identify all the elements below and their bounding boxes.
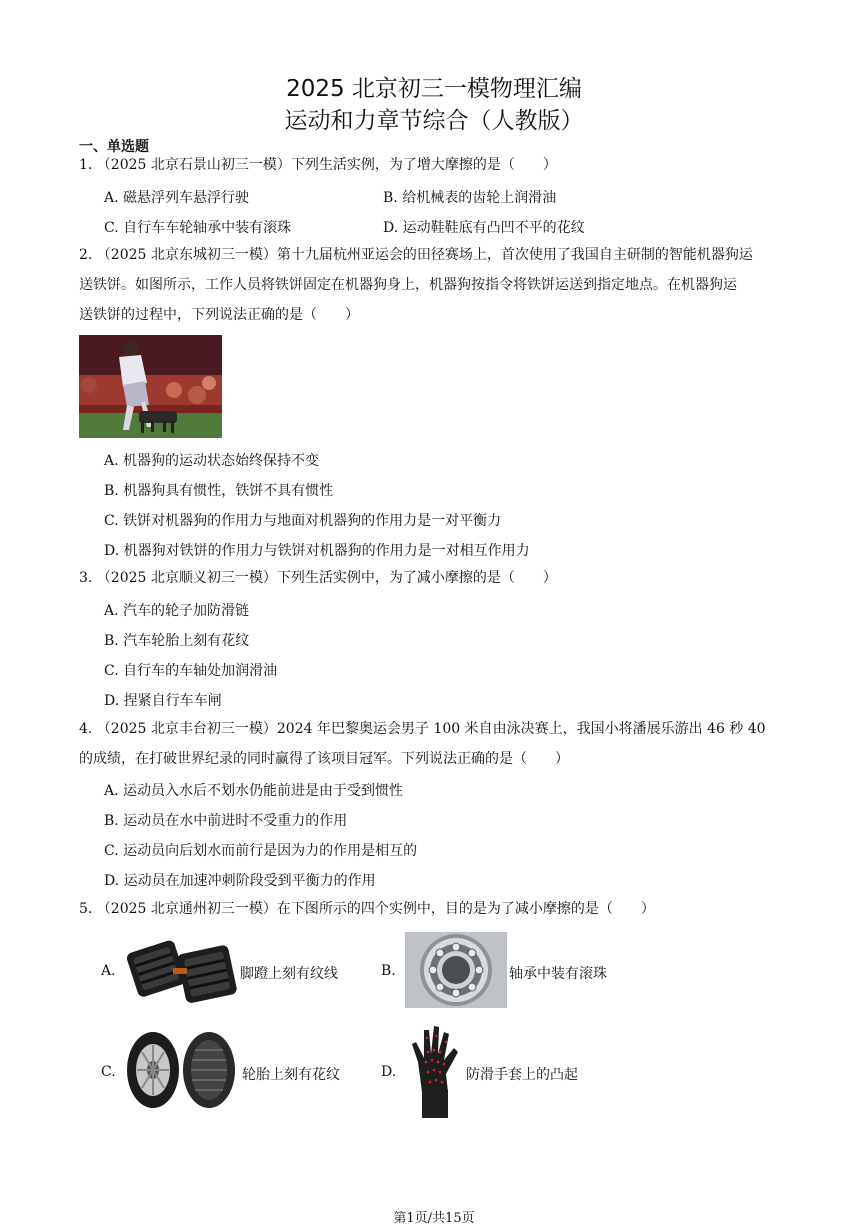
section-heading: 一、单选题 (79, 139, 149, 155)
q5-option-d-letter: D. (381, 1064, 397, 1080)
q1-option-a: A. 磁悬浮列车悬浮行驶 (104, 190, 250, 206)
question-5-stem: 5. （2025 北京通州初三一模）在下图所示的四个实例中，目的是为了减小摩擦的是（ ） (79, 901, 655, 917)
q4-option-d: D. 运动员在加速冲刺阶段受到平衡力的作用 (104, 873, 376, 889)
q1-option-c: C. 自行车车轮轴承中装有滚珠 (104, 220, 292, 236)
robot-dog-photo (79, 335, 222, 438)
q5-option-b-letter: B. (381, 963, 396, 979)
question-2-line2: 送铁饼。如图所示，工作人员将铁饼固定在机器狗身上，机器狗按指令将铁饼运送到指定地点。在机器狗运 (79, 277, 737, 293)
q2-option-d: D. 机器狗对铁饼的作用力与铁饼对机器狗的作用力是一对相互作用力 (104, 543, 530, 559)
q2-option-c: C. 铁饼对机器狗的作用力与地面对机器狗的作用力是一对平衡力 (104, 513, 502, 529)
q5-option-a-letter: A. (101, 963, 116, 979)
q5-option-b-text: 轴承中装有滚珠 (509, 966, 607, 982)
q3-option-b: B. 汽车轮胎上刻有花纹 (104, 633, 250, 649)
page-number: 第1页/共15页 (393, 1211, 475, 1226)
question-3-stem: 3. （2025 北京顺义初三一模）下列生活实例中，为了减小摩擦的是（ ） (79, 570, 557, 586)
ball-bearing-icon (405, 932, 507, 1008)
question-2-line3: 送铁饼的过程中，下列说法正确的是（ ） (79, 307, 359, 323)
q4-option-b: B. 运动员在水中前进时不受重力的作用 (104, 813, 348, 829)
q2-option-b: B. 机器狗具有惯性，铁饼不具有惯性 (104, 483, 334, 499)
question-4-line1: 4. （2025 北京丰台初三一模）2024 年巴黎奥运会男子 100 米自由泳决赛上，我国小将潘展乐游出 46 秒 40 (79, 721, 766, 737)
tire-icon (125, 1030, 238, 1110)
q3-option-d: D. 捏紧自行车车闸 (104, 693, 222, 709)
question-1-stem: 1. （2025 北京石景山初三一模）下列生活实例，为了增大摩擦的是（ ） (79, 157, 557, 173)
q1-option-b: B. 给机械表的齿轮上润滑油 (383, 190, 557, 206)
q5-option-a-text: 脚蹬上刻有纹线 (240, 966, 338, 982)
q2-option-a: A. 机器狗的运动状态始终保持不变 (104, 453, 320, 469)
glove-icon (404, 1022, 464, 1120)
q1-option-d: D. 运动鞋鞋底有凸凹不平的花纹 (383, 220, 585, 236)
question-2-line1: 2. （2025 北京东城初三一模）第十九届杭州亚运会的田径赛场上，首次使用了我国自主研制的智能机器狗运 (79, 247, 753, 263)
q5-option-c-letter: C. (101, 1064, 116, 1080)
question-4-line2: 的成绩，在打破世界纪录的同时赢得了该项目冠军。下列说法正确的是（ ） (79, 751, 569, 767)
q5-option-c-text: 轮胎上刻有花纹 (242, 1067, 340, 1083)
q3-option-c: C. 自行车的车轴处加润滑油 (104, 663, 278, 679)
doc-title-line1: 2025 北京初三一模物理汇编 (286, 76, 582, 102)
pedal-icon (123, 932, 238, 1010)
doc-title-line2: 运动和力章节综合（人教版） (284, 108, 584, 134)
q5-option-d-text: 防滑手套上的凸起 (466, 1067, 578, 1083)
q3-option-a: A. 汽车的轮子加防滑链 (104, 603, 250, 619)
q4-option-a: A. 运动员入水后不划水仍能前进是由于受到惯性 (104, 783, 404, 799)
q4-option-c: C. 运动员向后划水而前行是因为力的作用是相互的 (104, 843, 418, 859)
